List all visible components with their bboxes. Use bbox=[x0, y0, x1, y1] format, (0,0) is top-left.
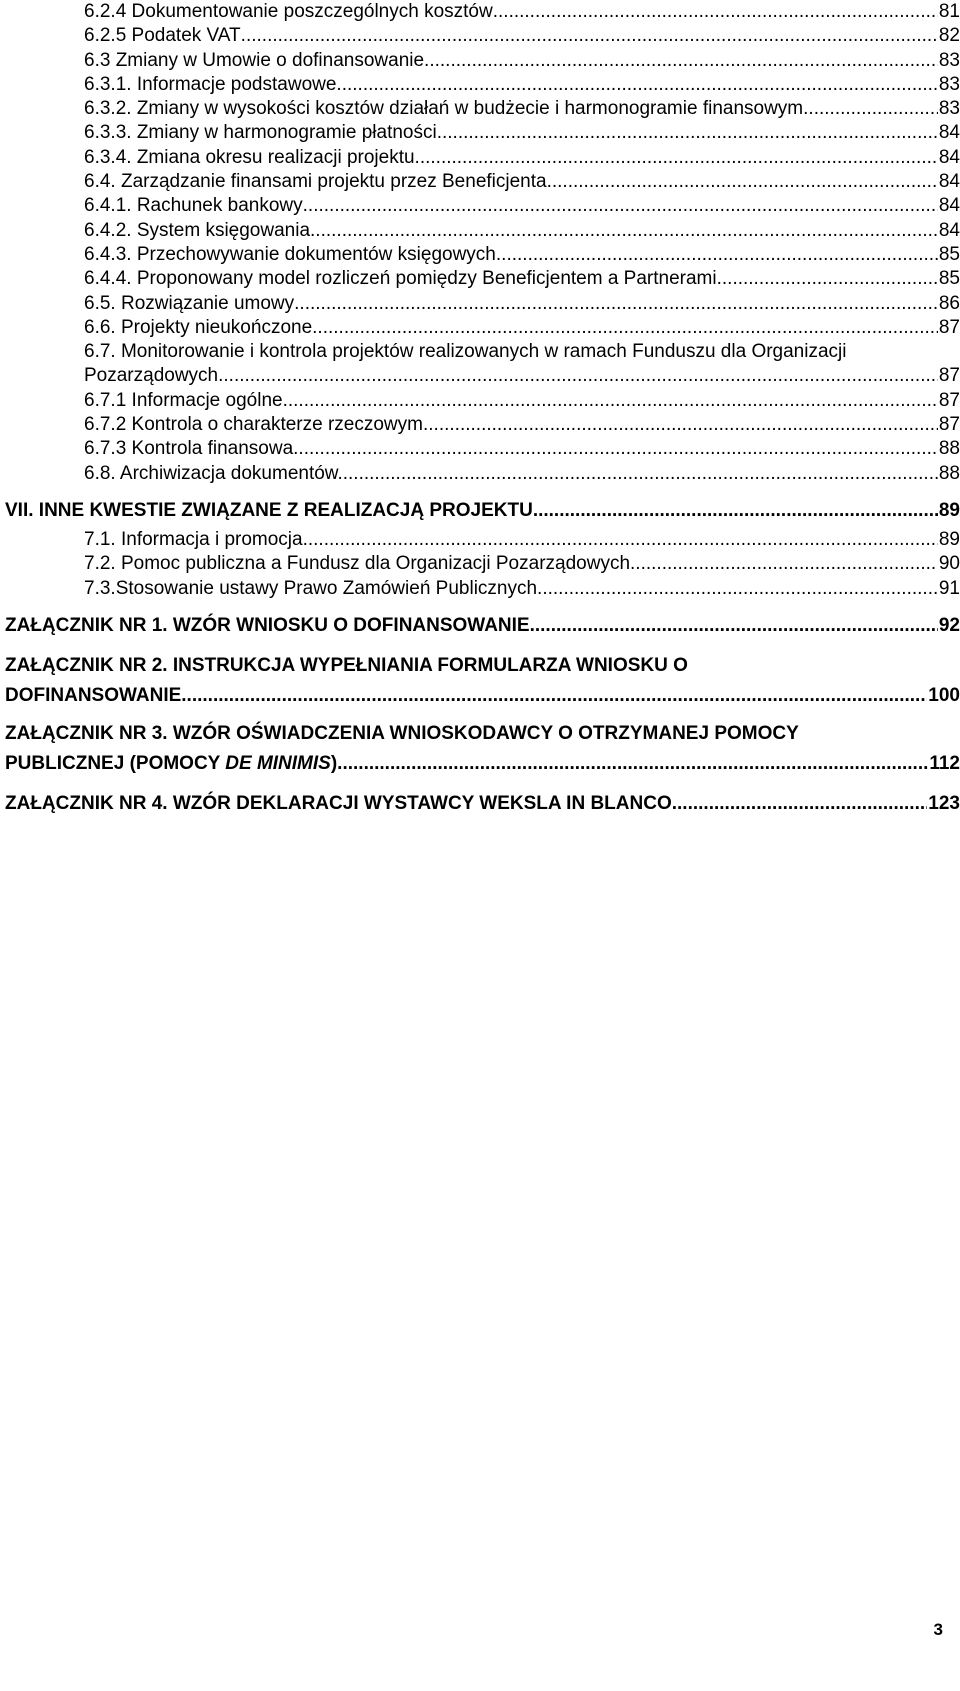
page-number: 3 bbox=[933, 1620, 943, 1639]
toc-annex-entry[interactable]: ZAŁĄCZNIK NR 4. WZÓR DEKLARACJI WYSTAWCY WEKSLA IN BLANCO ..... 123 bbox=[5, 787, 960, 821]
toc-entry[interactable]: 7.3.Stosowanie ustawy Prawo Zamówień Publicznych. ..... 91 bbox=[5, 577, 960, 601]
toc-entry[interactable]: 6.5. Rozwiązanie umowy ..... 86 bbox=[5, 292, 960, 316]
toc-annex-entry-multiline[interactable] bbox=[5, 719, 960, 779]
toc-entry[interactable]: 6.2.5 Podatek VAT ..... 82 bbox=[5, 24, 960, 48]
toc-entry-line1: 6.7. Monitorowanie i kontrola projektów realizowanych w ramach Funduszu dla Organizacji bbox=[84, 341, 847, 363]
toc-entry[interactable]: 6.4. Zarządzanie finansami projektu przez Beneficjenta ..... 84 bbox=[5, 170, 960, 194]
table-of-contents bbox=[5, 0, 960, 821]
toc-entry[interactable]: 6.4.2. System księgowania ..... 84 bbox=[5, 219, 960, 243]
toc-entry[interactable]: 6.6. Projekty nieukończone ..... 87 bbox=[5, 316, 960, 340]
toc-entry-line1: ZAŁĄCZNIK NR 3. WZÓR OŚWIADCZENIA WNIOSKODAWCY O OTRZYMANEJ POMOCY bbox=[5, 722, 799, 744]
toc-entry-line2: DOFINANSOWANIE ..... 100 bbox=[5, 681, 960, 711]
toc-entry[interactable]: 6.7.2 Kontrola o charakterze rzeczowym ..... 87 bbox=[5, 413, 960, 437]
toc-entry[interactable]: 6.7.1 Informacje ogólne. ..... 87 bbox=[5, 389, 960, 413]
toc-entry[interactable]: 6.3.2. Zmiany w wysokości kosztów działań w budżecie i harmonogramie finansowym ..... 83 bbox=[5, 97, 960, 121]
toc-entry[interactable]: 6.4.1. Rachunek bankowy ..... 84 bbox=[5, 194, 960, 218]
toc-entry[interactable]: 7.1. Informacja i promocja. ..... 89 bbox=[5, 528, 960, 552]
toc-entry[interactable]: 6.4.3. Przechowywanie dokumentów księgowych ..... 85 bbox=[5, 243, 960, 267]
toc-entry[interactable]: 6.2.4 Dokumentowanie poszczególnych kosztów ..... 81 bbox=[5, 0, 960, 24]
toc-annex-entry-multiline[interactable] bbox=[5, 651, 960, 711]
toc-entry[interactable]: 6.4.4. Proponowany model rozliczeń pomiędzy Beneficjentem a Partnerami ..... 85 bbox=[5, 267, 960, 291]
toc-entry[interactable]: 6.3.3. Zmiany w harmonogramie płatności ..... 84 bbox=[5, 121, 960, 145]
toc-entry[interactable]: 6.8. Archiwizacja dokumentów. ..... 88 bbox=[5, 462, 960, 486]
toc-entry[interactable]: 6.3.1. Informacje podstawowe. ..... 83 bbox=[5, 73, 960, 97]
toc-entry[interactable]: 6.3 Zmiany w Umowie o dofinansowanie. ..... 83 bbox=[5, 49, 960, 73]
toc-chapter-entry[interactable]: VII. INNE KWESTIE ZWIĄZANE Z REALIZACJĄ PROJEKTU ..... 89 bbox=[5, 494, 960, 528]
toc-annex-entry[interactable]: ZAŁĄCZNIK NR 1. WZÓR WNIOSKU O DOFINANSOWANIE ..... 92 bbox=[5, 609, 960, 643]
toc-entry-line1: ZAŁĄCZNIK NR 2. INSTRUKCJA WYPEŁNIANIA FORMULARZA WNIOSKU O bbox=[5, 654, 688, 676]
toc-entry[interactable]: 7.2. Pomoc publiczna a Fundusz dla Organizacji Pozarządowych. ..... 90 bbox=[5, 552, 960, 576]
toc-entry-line2: PUBLICZNEJ (POMOCY DE MINIMIS) ..... 112 bbox=[5, 749, 960, 779]
toc-entry-line2: Pozarządowych ..... 87 bbox=[5, 364, 960, 388]
toc-entry[interactable]: 6.3.4. Zmiana okresu realizacji projektu ..... 84 bbox=[5, 146, 960, 170]
toc-entry[interactable]: 6.7.3 Kontrola finansowa ..... 88 bbox=[5, 437, 960, 461]
toc-entry-multiline[interactable] bbox=[5, 340, 960, 389]
